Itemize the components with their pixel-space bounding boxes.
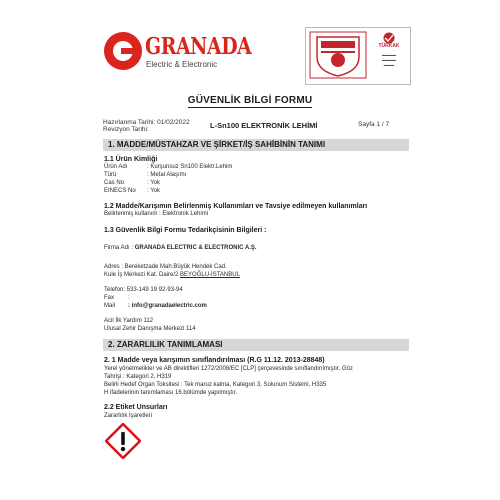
subsection-2-1-title: 2. 1 Madde veya karışımın sınıflandırılması (R.G 11.12. 2013-28848) — [104, 357, 325, 364]
document-title: GÜVENLİK BİLGİ FORMU — [187, 95, 313, 106]
brand-tagline: Electric & Electronic — [146, 60, 218, 69]
einecs-value: : Yok — [147, 188, 161, 194]
turkak-label: TÜRKAK — [378, 43, 400, 49]
classification-line-2: Tahrişi : Kategori 2, H319 — [104, 374, 172, 380]
company-name-value: GRANADA ELECTRIC & ELECTRONIC A.Ş. — [134, 245, 257, 251]
subsection-2-2-title: 2.2 Etiket Unsurları — [104, 404, 168, 411]
address-line-2: Kule İş Merkezi Kat. Daire/2 BEYOĞLU-İSTANBUL — [104, 272, 240, 278]
emergency-first-aid: Acil İlk Yardım 112 — [104, 318, 154, 324]
section-1-header: 1. MADDE/MÜSTAHZAR VE ŞİRKET/İŞ SAHİBİNİN TANIMI — [103, 139, 409, 151]
ghs-exclamation-icon — [105, 423, 141, 459]
turkak-badge: TÜRKAK ▬▬▬▬ ▬▬▬▬ ▬▬▬ — [372, 31, 406, 79]
company-logo — [104, 31, 252, 75]
mail-label: Mail — [104, 303, 116, 309]
poison-center: Ulusal Zehir Danışma Merkezi 114 — [104, 326, 196, 332]
page-number: Sayfa 1 / 7 — [358, 121, 390, 128]
granada-g-logo-icon — [104, 32, 142, 70]
section-2-header: 2. ZARARLILIK TANIMLAMASI — [103, 339, 409, 351]
classification-line-3: Belirli Hedef Organ Toksitesi : Tek maruz kalma, Kategori 3, Solunum Sistemi, H335 — [104, 382, 327, 388]
subsection-1-3-title: 1.3 Güvenlik Bilgi Formu Tedarikçisinin Bilgileri : — [104, 227, 267, 234]
type-label: Türü — [104, 172, 117, 178]
classification-line-4: H ifadelerinin tanımlaması 16.bölümde yapılmıştır. — [104, 390, 238, 396]
product-name-label: Ürün Adı — [104, 164, 128, 170]
address-line-1: Adres : Bereketzade Mah.Büyük Hendek Cad. — [104, 264, 227, 270]
identified-use: Belirlenmiş kullanım : Elektronik Lehimi — [104, 211, 209, 217]
company-name-line: Firma Adı : GRANADA ELECTRIC & ELECTRONIC A.Ş. — [104, 245, 257, 251]
cas-value: : Yok — [147, 180, 161, 186]
type-value: : Metal Alaşımı — [147, 172, 187, 178]
preparation-date: Hazırlanma Tarihi: 01/02/2022 — [103, 119, 190, 126]
classification-line-1: Yerel yönetmelikler ve AB direktifleri 1272/2008/EC [CLP] çerçevesinde sınıflandırılmıştır. Göz — [104, 366, 353, 372]
tse-certificate-icon — [309, 31, 367, 79]
subsection-1-2-title: 1.2 Madde/Karışımın Belirlenmiş Kullanımları ve Tavsiye edilmeyen kullanımları — [104, 203, 368, 210]
product-name: L-Sn100 ELEKTRONİK LEHİMİ — [210, 121, 318, 130]
revision-date-label: Revizyon Tarihi: — [103, 126, 149, 133]
subsection-1-1-title: 1.1 Ürün Kimliği — [104, 156, 158, 163]
mail-link[interactable]: : info@granadaelectric.com — [128, 303, 207, 309]
cas-label: Cas No — [104, 180, 125, 186]
fax-value: : — [128, 295, 130, 301]
hazard-pictograms-label: Zararlılık İşaretleri — [104, 413, 153, 419]
einecs-label: EINECS No — [104, 188, 136, 194]
certification-badges — [305, 27, 411, 85]
phone-number: Telefon: 533-149 19 92-93-94 — [104, 287, 183, 293]
fax-label: Fax — [104, 295, 115, 301]
brand-name: GRANADA — [145, 33, 252, 60]
product-name-value: : Kurşunsuz Sn100 Elektr.Lehim — [147, 164, 233, 170]
